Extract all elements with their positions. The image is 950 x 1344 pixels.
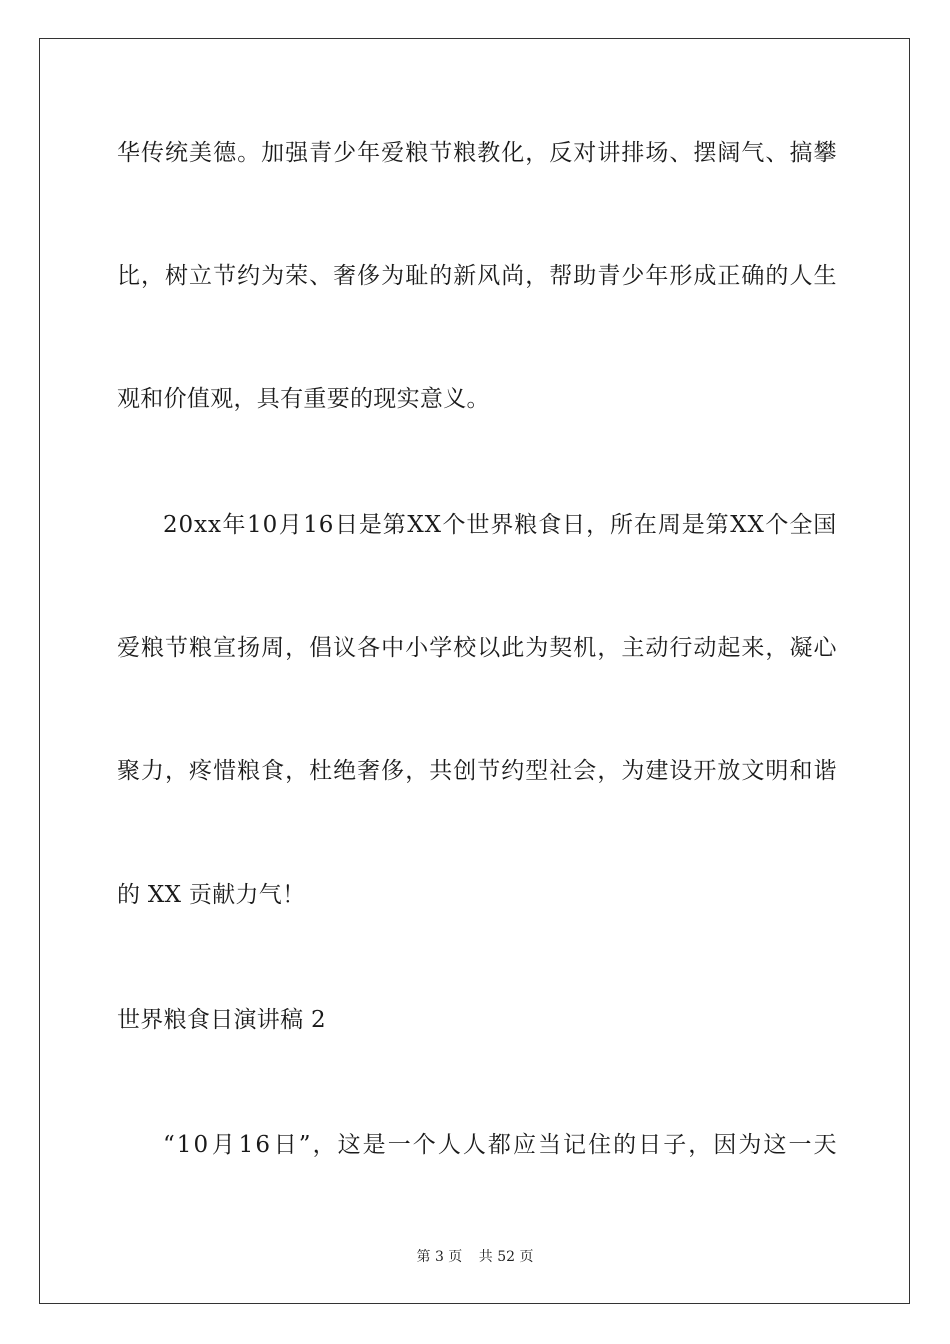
body-line-1: 华 传 统 美 德 。 加 强 青 少 年 爱 粮 节 粮 教 化 ， 反 对 讲 排 场 、 摆 阔 气 、 搞 攀	[117, 140, 837, 166]
page-footer	[0, 1248, 950, 1266]
body-line-6: 聚 力 ， 疼 惜 粮 食 ， 杜 绝 奢 侈 ， 共 创 节 约 型 社 会 ， 为 建 设 开 放 文 明 和 谐	[117, 758, 837, 784]
page-total: 共 52 页	[478, 1249, 534, 1265]
body-line-7: 的 XX 贡献力气！	[117, 882, 306, 908]
body-line-8: “ 1 0 月 1 6 日 ” ， 这 是 一 个 人 人 都 应 当 记 住 的 日 子 ， 因 为 这 一 天	[163, 1132, 837, 1158]
body-line-2: 比 ， 树 立 节 约 为 荣 、 奢 侈 为 耻 的 新 风 尚 ， 帮 助 青 少 年 形 成 正 确 的 人 生	[117, 263, 837, 289]
body-line-5: 爱 粮 节 粮 宣 扬 周 ， 倡 议 各 中 小 学 校 以 此 为 契 机 ， 主 动 行 动 起 来 ， 凝 心	[117, 635, 837, 661]
page-frame	[39, 38, 910, 1304]
section-heading: 世界粮食日演讲稿 2	[117, 1007, 326, 1033]
body-line-3: 观和价值观，具有重要的现实意义。	[117, 386, 490, 412]
body-line-4: 2 0 x x 年 1 0 月 1 6 日 是 第 X X 个 世 界 粮 食 日 ， 所 在 周 是 第 X X 个 全 国	[163, 512, 837, 538]
page-number: 第 3 页	[416, 1249, 463, 1265]
